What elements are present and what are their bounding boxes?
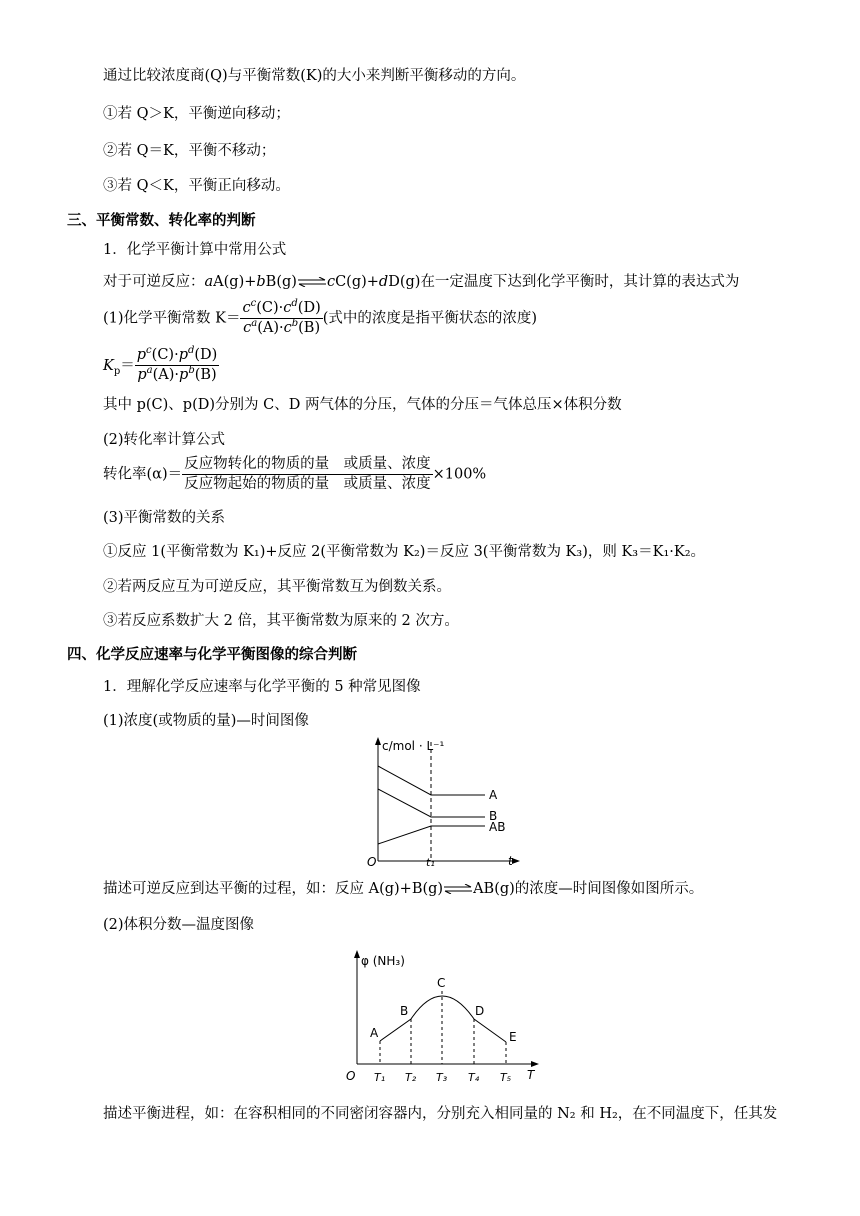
equilibrium-arrow-icon [443,884,473,894]
c2-tick-t1: T₁ [374,1071,386,1084]
k-fraction: $\frac{c^c(C)\cdot c^d(D)}{c^a(A)\cdot c^b(B)}$ [242,298,321,336]
c1-label-a: A [489,788,498,802]
conversion-formula: 转化率(α)＝ $\frac{\text{反应物转化的物质的量 或质量、浓度}}{\text{反应物起始的物质的量 或质量、浓度}}$ ×100% [103,456,487,492]
q-k-case-3: ③若 Q＜K，平衡正向移动。 [103,178,290,194]
relation-3: ③若反应系数扩大 2 倍，其平衡常数为原来的 2 次方。 [103,613,459,629]
volume-fraction-temperature-chart [344,945,544,1090]
c2-x-axis-arrow-icon [531,1061,539,1067]
graph1-title: (1)浓度(或物质的量)—时间图像 [103,713,309,729]
q-k-case-2: ②若 Q＝K，平衡不移动； [103,143,276,159]
partial-pressure-note: 其中 p(C)、p(D)分别为 C、D 两气体的分压，气体的分压＝气体总压×体积分数 [103,397,622,413]
heading-4: 四、化学反应速率与化学平衡图像的综合判断 [67,647,357,663]
graph-subheading: 1．理解化学反应速率与化学平衡的 5 种常见图像 [103,679,421,695]
c1-x-axis-arrow-icon [512,858,520,864]
c2-tick-t5: T₅ [500,1071,512,1084]
graph1-description: 描述可逆反应到达平衡的过程，如：反应 A(g)+B(g) AB(g)的浓度—时间图像如图所示。 [103,881,704,897]
concentration-time-chart [365,734,525,870]
relation-1: ①反应 1(平衡常数为 K₁)+反应 2(平衡常数为 K₂)＝反应 3(平衡常数为 K₃)，则 K₃＝K₁·K₂。 [103,544,706,560]
c1-label-b: B [489,809,498,823]
c2-point-d: D [475,1004,485,1018]
c2-point-e: E [509,1030,517,1044]
reaction-line: 对于可逆反应：aA(g)+bB(g) cC(g)+dD(g)在一定温度下达到化学平衡时，其计算的表达式为 [103,274,740,290]
relation-title: (3)平衡常数的关系 [103,510,226,526]
c2-tick-t2: T₂ [405,1071,417,1084]
c2-tick-t4: T₄ [468,1071,480,1084]
c1-origin: O [367,855,377,869]
c1-label-ab: AB [489,820,506,834]
q-k-case-1: ①若 Q＞K，平衡逆向移动； [103,106,290,122]
c2-point-c: C [437,976,446,990]
heading-3: 三、平衡常数、转化率的判断 [67,213,256,229]
c2-point-b: B [400,1004,409,1018]
formula-subheading: 1．化学平衡计算中常用公式 [103,242,287,258]
c2-xlabel: T [527,1068,535,1082]
c2-tick-t3: T₃ [436,1071,448,1084]
c1-tick-t1: t₁ [426,856,435,869]
kp-formula: $K_p=$ $\frac{p^c(C)\cdot p^d(D)}{p^a(A)\cdot p^b(B)}$ [103,345,218,383]
c2-point-a: A [370,1026,379,1040]
equilibrium-arrow-icon [297,277,327,287]
relation-2: ②若两反应互为可逆反应，其平衡常数互为倒数关系。 [103,579,451,595]
graph2-title: (2)体积分数—温度图像 [103,917,255,933]
kp-fraction: $\frac{p^c(C)\cdot p^d(D)}{p^a(A)\cdot p^b(B)}$ [136,345,218,383]
c2-y-axis-arrow-icon [354,950,360,958]
c1-xlabel: t [508,854,513,868]
c2-curve [380,996,506,1042]
conversion-title: (2)转化率计算公式 [103,432,226,448]
conversion-fraction: $\frac{\text{反应物转化的物质的量 或质量、浓度}}{\text{反应物起始的物质的量 或质量、浓度}}$ [184,456,431,492]
graph2-description: 描述平衡进程，如：在容积相同的不同密闭容器内，分别充入相同量的 N₂ 和 H₂，在不同温度下，任其发 [103,1106,778,1122]
c1-y-axis-arrow-icon [375,737,381,745]
c2-ylabel: φ (NH₃) [361,954,405,968]
k-formula: (1)化学平衡常数 K＝ $\frac{c^c(C)\cdot c^d(D)}{c^a(A)\cdot c^b(B)}$ (式中的浓度是指平衡状态的浓度) [103,298,538,336]
q-k-intro: 通过比较浓度商(Q)与平衡常数(K)的大小来判断平衡移动的方向。 [103,68,526,84]
c1-ylabel: c/mol · L⁻¹ [382,739,445,753]
c2-origin: O [346,1069,356,1083]
